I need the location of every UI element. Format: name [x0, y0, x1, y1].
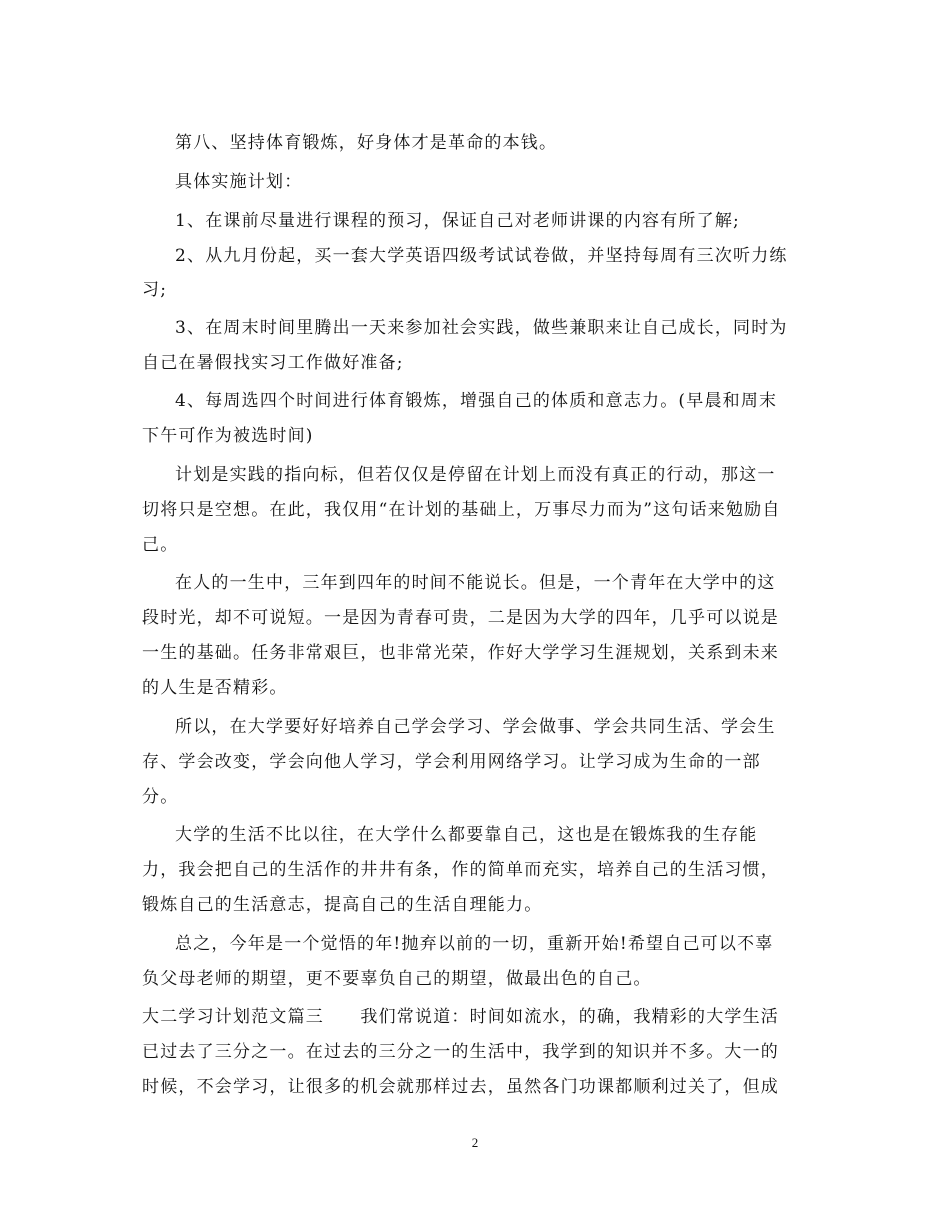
text-line: 3、在周末时间里腾出一天来参加社会实践，做些兼职来让自己成长，同时为: [175, 318, 788, 338]
text-line: 所以，在大学要好好培养自己学会学习、学会做事、学会共同生活、学会生: [175, 717, 776, 737]
text-line: 自己在暑假找实习工作做好准备;: [142, 353, 404, 373]
text-line: 大学的生活不比以往，在大学什么都要靠自己，这也是在锻炼我的生存能: [175, 825, 758, 845]
text-line: 第八、坚持体育锻炼，好身体才是革命的本钱。: [175, 133, 558, 153]
text-line: 具体实施计划：: [175, 172, 303, 192]
text-line: 2、从九月份起，买一套大学英语四级考试试卷做，并坚持每周有三次听力练: [175, 246, 788, 266]
text-line: 已过去了三分之一。在过去的三分之一的生活中，我学到的知识并不多。大一的: [142, 1042, 779, 1062]
text-line: 一生的基础。任务非常艰巨，也非常光荣，作好大学学习生涯规划，关系到未来: [142, 643, 779, 663]
text-line: 下午可作为被选时间): [142, 426, 314, 446]
text-line: 时候，不会学习，让很多的机会就那样过去，虽然各门功课都顺利过关了，但成: [142, 1077, 779, 1097]
text-line: 力，我会把自己的生活作的井井有条，作的简单而充实，培养自己的生活习惯，: [142, 860, 779, 880]
text-line: 在人的一生中，三年到四年的时间不能说长。但是，一个青年在大学中的这: [175, 573, 776, 593]
text-line: 锻炼自己的生活意志，提高自己的生活自理能力。: [142, 895, 543, 915]
text-line: 4、每周选四个时间进行体育锻炼，增强自己的体质和意志力。(早晨和周末: [175, 391, 778, 411]
text-line: 的人生是否精彩。: [142, 678, 288, 698]
text-line: 分。: [142, 787, 179, 807]
text-line: 大二学习计划范文篇三 我们常说道：时间如流水，的确，我精彩的大学生活: [142, 1007, 779, 1027]
text-line: 段时光，却不可说短。一是因为青春可贵，二是因为大学的四年，几乎可以说是: [142, 608, 779, 628]
text-line: 习;: [142, 280, 168, 300]
page-number: 2: [471, 1135, 479, 1150]
text-line: 己。: [142, 535, 179, 555]
text-line: 总之，今年是一个觉悟的年!抛弃以前的一切，重新开始!希望自己可以不辜: [175, 934, 774, 954]
text-line: 1、在课前尽量进行课程的预习，保证自己对老师讲课的内容有所了解;: [175, 211, 740, 231]
text-line: 负父母老师的期望，更不要辜负自己的期望，做最出色的自己。: [142, 969, 652, 989]
text-line: 存、学会改变，学会向他人学习，学会利用网络学习。让学习成为生命的一部: [142, 752, 761, 772]
text-line: 计划是实践的指向标，但若仅仅是停留在计划上而没有真正的行动，那这一: [175, 465, 776, 485]
text-line: 切将只是空想。在此，我仅用“在计划的基础上，万事尽力而为”这句话来勉励自: [142, 500, 781, 520]
